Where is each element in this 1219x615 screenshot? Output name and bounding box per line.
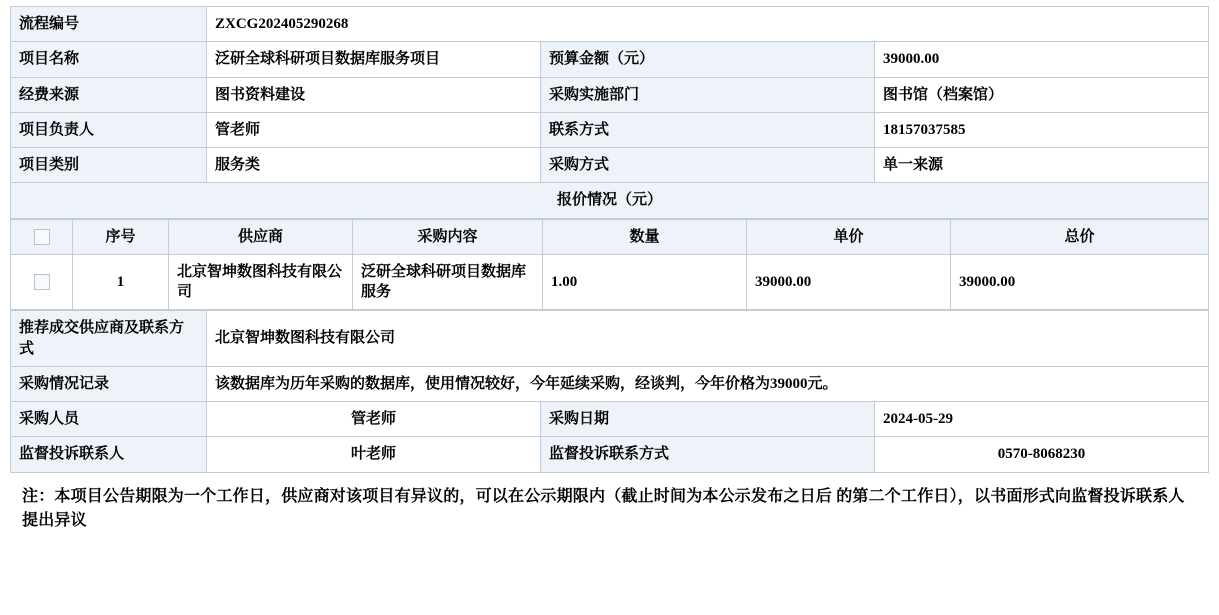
table-row: [11, 366, 1209, 401]
row-select-cell: [11, 254, 73, 310]
field-value-manager: 管老师: [207, 112, 541, 147]
table-row: [11, 402, 1209, 437]
field-value-project-name: 泛研全球科研项目数据库服务项目: [207, 42, 541, 77]
field-label-supervisor-contact: 监督投诉联系方式: [541, 437, 875, 472]
select-all-checkbox[interactable]: [34, 229, 50, 245]
field-label-purchase-date: 采购日期: [541, 402, 875, 437]
field-label-manager: 项目负责人: [11, 112, 207, 147]
field-label-supervisor: 监督投诉联系人: [11, 437, 207, 472]
row-checkbox[interactable]: [34, 274, 50, 290]
field-label-buyer: 采购人员: [11, 402, 207, 437]
field-value-purchase-record: 该数据库为历年采购的数据库，使用情况较好，今年延续采购，经谈判，今年价格为39000元。: [207, 366, 1209, 401]
column-header-total-price: 总价: [951, 219, 1209, 254]
field-label-process-no: 流程编号: [11, 7, 207, 42]
field-label-project-name: 项目名称: [11, 42, 207, 77]
field-label-funding-source: 经费来源: [11, 77, 207, 112]
cell-unit-price: 39000.00: [747, 254, 951, 310]
column-header-supplier: 供应商: [169, 219, 353, 254]
field-value-budget: 39000.00: [875, 42, 1209, 77]
field-value-contact: 18157037585: [875, 112, 1209, 147]
field-label-recommended-supplier: 推荐成交供应商及联系方式: [11, 311, 207, 367]
result-info-table: [10, 310, 1209, 472]
table-header-row: [11, 219, 1209, 254]
column-header-content: 采购内容: [353, 219, 543, 254]
cell-supplier: 北京智坤数图科技有限公司: [169, 254, 353, 310]
field-value-purchase-date: 2024-05-29: [875, 402, 1209, 437]
field-label-category: 项目类别: [11, 148, 207, 183]
column-header-quantity: 数量: [543, 219, 747, 254]
field-label-method: 采购方式: [541, 148, 875, 183]
field-value-method: 单一来源: [875, 148, 1209, 183]
field-label-purchase-record: 采购情况记录: [11, 366, 207, 401]
field-value-process-no: ZXCG202405290268: [207, 7, 1209, 42]
table-row: [11, 7, 1209, 42]
field-value-funding-source: 图书资料建设: [207, 77, 541, 112]
field-value-supervisor-contact: 0570-8068230: [875, 437, 1209, 472]
column-header-unit-price: 单价: [747, 219, 951, 254]
cell-total-price: 39000.00: [951, 254, 1209, 310]
field-label-contact: 联系方式: [541, 112, 875, 147]
table-row: [11, 42, 1209, 77]
table-row: [11, 311, 1209, 367]
field-label-department: 采购实施部门: [541, 77, 875, 112]
announcement-note: 注：本项目公告期限为一个工作日，供应商对该项目有异议的，可以在公示期限内（截止时间为本公示发布之日后 的第二个工作日），以书面形式向监督投诉联系人提出异议: [22, 487, 1185, 530]
field-value-department: 图书馆（档案馆）: [875, 77, 1209, 112]
field-label-budget: 预算金额（元）: [541, 42, 875, 77]
table-row: [11, 77, 1209, 112]
project-info-table: [10, 6, 1209, 219]
column-header-index: 序号: [73, 219, 169, 254]
cell-content: 泛研全球科研项目数据库服务: [353, 254, 543, 310]
table-row: [11, 254, 1209, 310]
section-title-quotation: 报价情况（元）: [11, 183, 1209, 218]
cell-index: 1: [73, 254, 169, 310]
cell-quantity: 1.00: [543, 254, 747, 310]
table-row: [11, 148, 1209, 183]
select-all-header: [11, 219, 73, 254]
field-value-supervisor: 叶老师: [207, 437, 541, 472]
quotation-items-table: [10, 219, 1209, 311]
table-row: [11, 112, 1209, 147]
field-value-buyer: 管老师: [207, 402, 541, 437]
table-row: [11, 183, 1209, 218]
table-row: [11, 437, 1209, 472]
field-value-recommended-supplier: 北京智坤数图科技有限公司: [207, 311, 1209, 367]
field-value-category: 服务类: [207, 148, 541, 183]
